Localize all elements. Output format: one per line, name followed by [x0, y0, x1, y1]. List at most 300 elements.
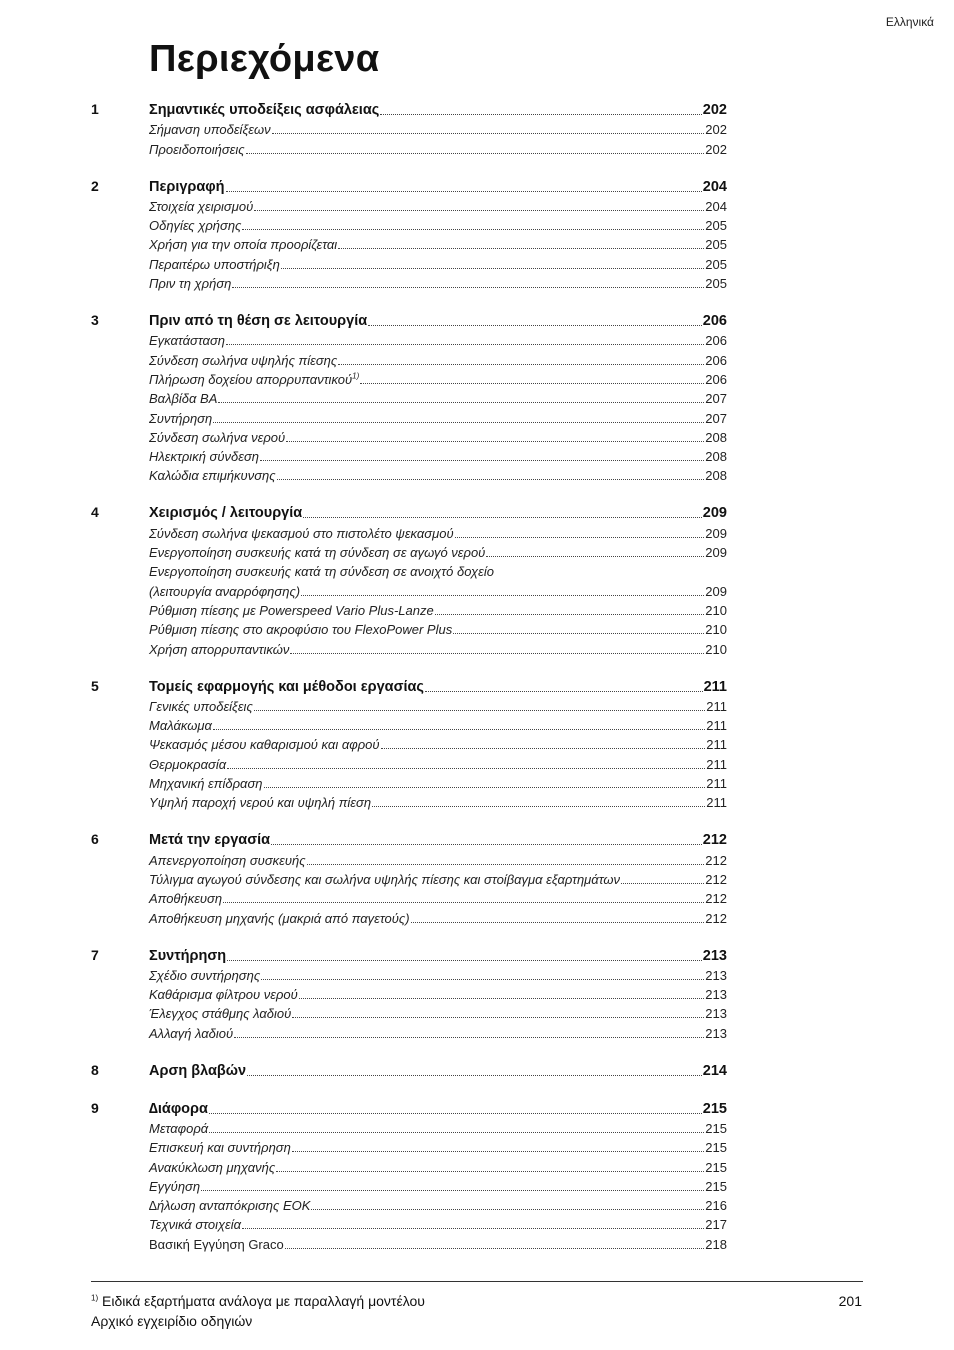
dot-leader	[218, 402, 704, 403]
chapter-title: Αρση βλαβών	[149, 1062, 247, 1079]
toc-subentry[interactable]	[0, 600, 954, 619]
subentry-title-text: Καθάρισμα φίλτρου νερού	[149, 987, 298, 1003]
toc-subentry[interactable]	[0, 773, 954, 792]
subentry	[149, 218, 727, 233]
subentry-title-text: Ενεργοποίηση συσκευής κατά τη σύνδεση σε ανοιχτό δοχείο	[149, 564, 494, 580]
subentry-title	[149, 1160, 275, 1175]
subentry-title	[149, 872, 620, 887]
chapter-title: ∆ιάφορα	[149, 1100, 208, 1117]
chapter-title: Τομείς εφαρμογής και μέθοδοι εργασίας	[149, 678, 424, 695]
subentry-page: 208	[705, 429, 727, 445]
subentry-title	[149, 372, 359, 387]
subentry-title-text: Αποθήκευση	[149, 891, 223, 907]
subentry	[149, 257, 727, 272]
subentry-title	[149, 1237, 284, 1252]
subentry-title-text: Αλλαγή λαδιού	[149, 1025, 234, 1041]
subentry	[149, 1006, 727, 1021]
toc-subentry[interactable]	[0, 369, 954, 388]
dot-leader	[271, 844, 702, 845]
chapter-entry	[149, 1063, 727, 1079]
dot-leader	[290, 653, 704, 654]
subentry-title-text: Περαιτέρω υποστήριξη	[149, 256, 280, 272]
toc-section	[0, 829, 954, 926]
toc-subentry[interactable]	[0, 619, 954, 638]
toc-subentry[interactable]	[0, 330, 954, 349]
subentry-page: 216	[705, 1198, 727, 1214]
toc-subentry[interactable]	[0, 907, 954, 926]
subentry-title-text: Βασική Εγγύηση Graco	[149, 1236, 284, 1252]
subentry-page: 211	[706, 756, 727, 772]
subentry-title	[149, 199, 253, 214]
toc-subentry[interactable]	[0, 234, 954, 253]
subentry-title-text: Μεταφορά	[149, 1120, 209, 1136]
subentry-title-text: Μηχανική επίδραση	[149, 776, 263, 792]
subentry-page: 212	[705, 871, 727, 887]
subentry	[149, 911, 727, 926]
subentry-page: 208	[705, 468, 727, 484]
toc-subentry[interactable]	[0, 1214, 954, 1233]
subentry-page: 213	[705, 967, 727, 983]
subentry-page: 212	[705, 852, 727, 868]
subentry-title-text: Χρήση απορρυπαντικών	[149, 641, 290, 657]
subentry-title	[149, 545, 485, 560]
dot-leader	[435, 614, 705, 615]
subentry-title-text: Σχέδιο συντήρησης	[149, 967, 261, 983]
chapter-title: Μετά την εργασία	[149, 832, 271, 849]
subentry	[149, 564, 727, 579]
subentry-title-text: Μαλάκωμα	[149, 718, 212, 734]
subentry-page: 213	[705, 1006, 727, 1022]
subentry-title	[149, 1198, 310, 1213]
toc-section	[0, 945, 954, 1042]
toc-subentry[interactable]	[0, 869, 954, 888]
dot-leader	[226, 344, 704, 345]
toc-subentry[interactable]	[0, 734, 954, 753]
dot-leader	[242, 1228, 704, 1229]
toc-section	[0, 99, 954, 158]
subentry	[149, 372, 727, 387]
toc-section	[0, 310, 954, 484]
toc-subentry[interactable]	[0, 1118, 954, 1137]
subentry-title	[149, 1026, 233, 1041]
subentry	[149, 276, 727, 291]
subentry-page: 212	[705, 910, 727, 926]
toc-chapter-entry[interactable]	[0, 829, 954, 849]
toc-subentry[interactable]	[0, 542, 954, 561]
chapter-page: 215	[702, 1100, 727, 1117]
subentry-title	[149, 737, 380, 752]
dot-leader	[281, 268, 704, 269]
toc-chapter-entry[interactable]	[0, 310, 954, 330]
footer-divider	[91, 1281, 863, 1282]
toc-section	[0, 676, 954, 812]
dot-leader	[292, 1151, 704, 1152]
subentry	[149, 737, 727, 752]
subentry	[149, 1237, 727, 1252]
subentry-page: 206	[705, 352, 727, 368]
toc-chapter-entry[interactable]	[0, 502, 954, 522]
subentry-title	[149, 276, 231, 291]
chapter-page: 209	[702, 505, 727, 522]
dot-leader	[234, 1037, 704, 1038]
chapter-number: 6	[91, 831, 99, 848]
subentry-title-text: Ρύθμιση πίεσης στο ακροφύσιο του FlexoPower Plus	[149, 622, 453, 638]
dot-leader	[223, 902, 704, 903]
dot-leader	[311, 1209, 704, 1210]
subentry-title	[149, 757, 226, 772]
subentry-page: 205	[705, 237, 727, 253]
subentry-title-text: Τεχνικά στοιχεία	[149, 1217, 242, 1233]
subentry-title	[149, 564, 494, 579]
toc-subentry[interactable]	[0, 965, 954, 984]
subentry	[149, 718, 727, 733]
subentry	[149, 468, 727, 483]
dot-leader	[227, 960, 702, 961]
subentry-title	[149, 987, 298, 1002]
subentry	[149, 122, 727, 137]
subentry-title-text: Οδηγίες χρήσης	[149, 218, 242, 234]
subentry-page: 215	[705, 1140, 727, 1156]
dot-leader	[307, 864, 705, 865]
subentry	[149, 333, 727, 348]
subentry	[149, 776, 727, 791]
subentry-page: 211	[706, 737, 727, 753]
subentry-title-text: Θερμοκρασία	[149, 756, 227, 772]
subentry-page: 202	[705, 141, 727, 157]
subentry-title	[149, 526, 454, 541]
subentry-page: 211	[706, 795, 727, 811]
toc-section	[0, 502, 954, 657]
dot-leader	[227, 768, 705, 769]
table-of-contents	[0, 99, 954, 1271]
toc-subentry[interactable]	[0, 715, 954, 734]
subentry-title-text: Εγκατάσταση	[149, 333, 226, 349]
toc-subentry[interactable]	[0, 1176, 954, 1195]
subentry-page: 218	[705, 1236, 727, 1252]
dot-leader	[453, 633, 704, 634]
toc-section	[0, 1060, 954, 1080]
toc-subentry[interactable]	[0, 849, 954, 868]
toc-subentry[interactable]	[0, 388, 954, 407]
subentry	[149, 1160, 727, 1175]
subentry-title	[149, 333, 225, 348]
subentry	[149, 603, 727, 618]
subentry-title-text: Εγγύηση	[149, 1178, 201, 1194]
dot-leader	[425, 691, 703, 692]
language-label: Ελληνικά	[885, 15, 934, 29]
toc-subentry[interactable]	[0, 792, 954, 811]
subentry-title	[149, 430, 285, 445]
subentry-page: 211	[706, 776, 727, 792]
footnote	[91, 1293, 425, 1309]
subentry-title-text: Πριν τη χρήση	[149, 276, 232, 292]
subentry	[149, 987, 727, 1002]
subentry-title	[149, 968, 260, 983]
subentry-title	[149, 1217, 241, 1232]
subentry	[149, 353, 727, 368]
subentry-title-text: Σύνδεση σωλήνα υψηλής πίεσης	[149, 352, 338, 368]
subentry-page: 205	[705, 256, 727, 272]
toc-subentry[interactable]	[0, 119, 954, 138]
subentry-page: 211	[706, 718, 727, 734]
subentry	[149, 584, 727, 599]
subentry-title	[149, 1179, 200, 1194]
dot-leader	[254, 710, 705, 711]
dot-leader	[372, 806, 705, 807]
toc-subentry[interactable]	[0, 1022, 954, 1041]
subentry-title	[149, 468, 276, 483]
subentry-title-text: Ρύθμιση πίεσης με Powerspeed Vario Plus-Lanze	[149, 602, 434, 618]
subentry-title-text: ∆ήλωση ανταπόκρισης ΕΟΚ	[149, 1198, 311, 1214]
toc-subentry[interactable]	[0, 446, 954, 465]
footnote-ref: 1)	[352, 371, 360, 381]
chapter-number: 7	[91, 946, 99, 963]
chapter-entry	[149, 1101, 727, 1117]
toc-chapter-entry[interactable]	[0, 676, 954, 696]
page-title: Περιεχόμενα	[149, 38, 380, 80]
chapter-page: 214	[702, 1062, 727, 1079]
toc-subentry[interactable]	[0, 1195, 954, 1214]
subentry-title	[149, 584, 300, 599]
toc-chapter-entry[interactable]	[0, 99, 954, 119]
chapter-number: 2	[91, 177, 99, 194]
subentry-title	[149, 391, 217, 406]
dot-leader	[292, 1017, 704, 1018]
dot-leader	[264, 787, 706, 788]
subentry-page: 210	[705, 602, 727, 618]
toc-subentry[interactable]	[0, 138, 954, 157]
dot-leader	[621, 883, 704, 884]
chapter-page: 213	[702, 947, 727, 964]
chapter-entry	[149, 179, 727, 195]
dot-leader	[246, 153, 705, 154]
dot-leader	[285, 1248, 705, 1249]
subentry-page: 209	[705, 545, 727, 561]
subentry	[149, 795, 727, 810]
toc-section	[0, 176, 954, 292]
subentry-title	[149, 891, 222, 906]
toc-subentry[interactable]	[0, 427, 954, 446]
dot-leader	[360, 383, 704, 384]
subentry-title-text: Γενικές υποδείξεις	[149, 698, 253, 714]
dot-leader	[209, 1113, 702, 1114]
subentry-title-text: Ηλεκτρική σύνδεση	[149, 449, 260, 465]
subentry-page: 205	[705, 276, 727, 292]
subentry-page: 215	[705, 1120, 727, 1136]
subentry-title	[149, 853, 306, 868]
toc-chapter-entry[interactable]	[0, 176, 954, 196]
subentry-title-text: Συντήρηση	[149, 410, 213, 426]
subentry-title-text: Σύνδεση σωλήνα νερού	[149, 429, 286, 445]
toc-subentry[interactable]	[0, 984, 954, 1003]
subentry-title-text: Ανακύκλωση μηχανής	[149, 1159, 276, 1175]
subentry-title-text: Ενεργοποίηση συσκευής κατά τη σύνδεση σε αγωγό νερού	[149, 545, 486, 561]
subentry	[149, 1217, 727, 1232]
chapter-page: 202	[702, 102, 727, 118]
dot-leader	[455, 537, 705, 538]
toc-subentry[interactable]	[0, 349, 954, 368]
chapter-page: 206	[702, 313, 727, 330]
toc-subentry[interactable]	[0, 753, 954, 772]
subentry-title-text: Σήμανση υποδείξεων	[149, 122, 271, 138]
subentry-title	[149, 622, 452, 637]
dot-leader	[242, 229, 704, 230]
chapter-page: 212	[702, 832, 727, 849]
subentry	[149, 1179, 727, 1194]
toc-subentry[interactable]	[0, 465, 954, 484]
dot-leader	[209, 1132, 704, 1133]
chapter-number: 3	[91, 312, 99, 329]
subentry	[149, 142, 727, 157]
dot-leader	[381, 748, 706, 749]
subentry	[149, 1198, 727, 1213]
subentry-title-text: Στοιχεία χειρισμού	[149, 198, 254, 214]
dot-leader	[276, 1171, 704, 1172]
subentry-title	[149, 449, 259, 464]
subentry-page: 210	[705, 641, 727, 657]
subentry-title	[149, 1140, 291, 1155]
subentry-title-text: Χρήση για την οποία προορίζεται	[149, 237, 338, 253]
toc-subentry[interactable]	[0, 1233, 954, 1252]
toc-subentry[interactable]	[0, 273, 954, 292]
subentry-page: 215	[705, 1159, 727, 1175]
chapter-entry	[149, 505, 727, 521]
toc-chapter-entry[interactable]	[0, 1060, 954, 1080]
subentry	[149, 449, 727, 464]
chapter-title: Περιγραφή	[149, 178, 225, 195]
subentry-title-text: Σύνδεση σωλήνα ψεκασμού στο πιστολέτο ψεκασμού	[149, 525, 454, 541]
subentry-title	[149, 142, 245, 157]
subentry	[149, 391, 727, 406]
subentry-title-text: Επισκευή και συντήρηση	[149, 1140, 291, 1156]
subentry-title-text: Τύλιγμα αγωγού σύνδεσης και σωλήνα υψηλής πίεσης και στοίβαγμα εξαρτημάτων	[149, 871, 621, 887]
dot-leader	[260, 460, 704, 461]
chapter-page: 204	[702, 178, 727, 195]
subentry-page: 205	[705, 218, 727, 234]
dot-leader	[261, 979, 704, 980]
subentry-title	[149, 411, 212, 426]
subentry-page: 206	[705, 371, 727, 387]
subentry-title-text: Απενεργοποίηση συσκευής	[149, 852, 306, 868]
dot-leader	[299, 998, 704, 999]
dot-leader	[301, 595, 704, 596]
subentry-title-text: Αποθήκευση μηχανής (μακριά από παγετούς)	[149, 910, 410, 926]
subentry-title	[149, 699, 253, 714]
dot-leader	[368, 325, 702, 326]
subentry-page: 204	[705, 198, 727, 214]
toc-chapter-entry[interactable]	[0, 945, 954, 965]
chapter-number: 1	[91, 101, 99, 117]
subentry-title-text: (λειτουργία αναρρόφησης)	[149, 583, 301, 599]
toc-subentry[interactable]	[0, 407, 954, 426]
dot-leader	[247, 1075, 702, 1076]
subentry	[149, 968, 727, 983]
subentry-title	[149, 122, 271, 137]
subentry	[149, 699, 727, 714]
subentry-title-text: Καλώδια επιμήκυνσης	[149, 468, 276, 484]
subentry-page: 213	[705, 1025, 727, 1041]
subentry	[149, 891, 727, 906]
toc-subentry[interactable]	[0, 1137, 954, 1156]
subentry	[149, 199, 727, 214]
subentry-title-text: Έλεγχος στάθμης λαδιού	[149, 1006, 292, 1022]
dot-leader	[277, 479, 705, 480]
dot-leader	[272, 133, 705, 134]
subentry	[149, 622, 727, 637]
subentry-page: 210	[705, 622, 727, 638]
subentry	[149, 642, 727, 657]
dot-leader	[303, 517, 702, 518]
subentry-title	[149, 718, 212, 733]
subentry	[149, 853, 727, 868]
toc-subentry[interactable]	[0, 696, 954, 715]
chapter-number: 4	[91, 504, 99, 521]
chapter-entry	[149, 102, 727, 118]
chapter-title: Πριν από τη θέση σε λειτουργία	[149, 313, 368, 330]
subentry	[149, 1140, 727, 1155]
subentry	[149, 430, 727, 445]
subentry-page: 213	[705, 987, 727, 1003]
dot-leader	[232, 287, 704, 288]
subentry-title	[149, 257, 280, 272]
chapter-entry	[149, 832, 727, 848]
subentry-title	[149, 795, 371, 810]
dot-leader	[254, 210, 704, 211]
toc-subentry[interactable]	[0, 1003, 954, 1022]
dot-leader	[411, 922, 705, 923]
toc-subentry[interactable]	[0, 561, 954, 580]
subentry	[149, 757, 727, 772]
chapter-number: 5	[91, 677, 99, 694]
toc-subentry[interactable]	[0, 196, 954, 215]
dot-leader	[338, 248, 704, 249]
chapter-number: 9	[91, 1099, 99, 1116]
subentry	[149, 545, 727, 560]
subentry-page: 207	[705, 391, 727, 407]
chapter-entry	[149, 313, 727, 329]
dot-leader	[286, 441, 704, 442]
toc-subentry[interactable]	[0, 888, 954, 907]
dot-leader	[380, 114, 702, 115]
subentry-title-text: Υψηλή παροχή νερού και υψηλή πίεση	[149, 795, 372, 811]
subentry	[149, 1121, 727, 1136]
subentry-page: 212	[705, 891, 727, 907]
chapter-entry	[149, 948, 727, 964]
toc-subentry[interactable]	[0, 215, 954, 234]
chapter-number: 8	[91, 1061, 99, 1078]
dot-leader	[486, 556, 704, 557]
footnote-text: Ειδικά εξαρτήματα ανάλογα με παραλλαγή μοντέλου	[102, 1293, 425, 1309]
subentry	[149, 411, 727, 426]
subentry-page: 209	[705, 583, 727, 599]
subentry-page: 202	[705, 122, 727, 138]
subentry-page: 211	[706, 698, 727, 714]
subentry-title	[149, 642, 289, 657]
toc-subentry[interactable]	[0, 580, 954, 599]
subentry-title	[149, 911, 410, 926]
toc-subentry[interactable]	[0, 253, 954, 272]
toc-subentry[interactable]	[0, 1156, 954, 1175]
subentry-page: 215	[705, 1178, 727, 1194]
subentry-title-text: Βαλβίδα BA	[149, 391, 218, 407]
subentry-title	[149, 218, 241, 233]
subentry-page: 208	[705, 449, 727, 465]
footnote-mark: 1)	[91, 1293, 99, 1303]
chapter-entry	[149, 679, 727, 695]
toc-subentry[interactable]	[0, 638, 954, 657]
toc-chapter-entry[interactable]	[0, 1098, 954, 1118]
toc-subentry[interactable]	[0, 522, 954, 541]
